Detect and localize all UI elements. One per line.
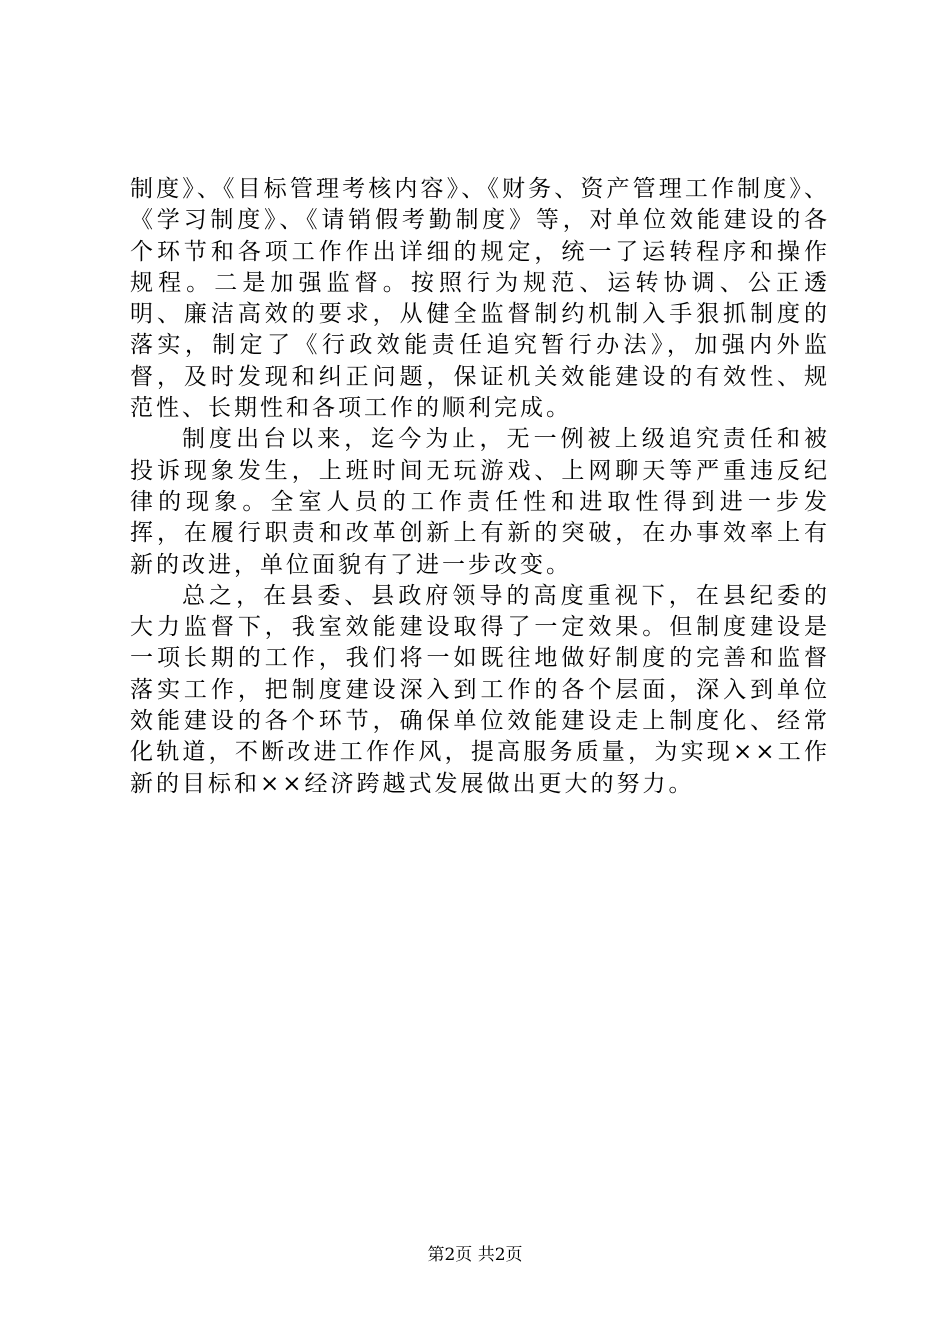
paragraph-conclusion: 总之，在县委、县政府领导的高度重视下，在县纪委的大力监督下，我室效能建设取得了一定效果。但制度建设是一项长期的工作，我们将一如既往地做好制度的完善和监督落实工作，把制度建设深入到工作的各个层面，深入到单位效能建设的各个环节，确保单位效能建设走上制度化、经常化轨道，不断改进工作作风，提高服务质量，为实现××工作新的目标和××经济跨越式发展做出更大的努力。: [130, 582, 830, 797]
page-footer: 第2页 共2页: [427, 1245, 523, 1265]
paragraph-continuation: 制度》、《目标管理考核内容》、《财务、资产管理工作制度》、《学习制度》、《请销假考勤制度》等，对单位效能建设的各个环节和各项工作作出详细的规定，统一了运转程序和操作规程。二是加强监督。按照行为规范、运转协调、公正透明、廉洁高效的要求，从健全监督制约机制入手狠抓制度的落实，制定了《行政效能责任追究暂行办法》，加强内外监督，及时发现和纠正问题，保证机关效能建设的有效性、规范性、长期性和各项工作的顺利完成。: [130, 176, 830, 422]
paragraph-results: 制度出台以来，迄今为止，无一例被上级追究责任和被投诉现象发生，上班时间无玩游戏、上网聊天等严重违反纪律的现象。全室人员的工作责任性和进取性得到进一步发挥，在履行职责和改革创新上有新的突破，在办事效率上有新的改进，单位面貌有了进一步改变。: [130, 426, 830, 578]
document-body: [130, 174, 830, 800]
